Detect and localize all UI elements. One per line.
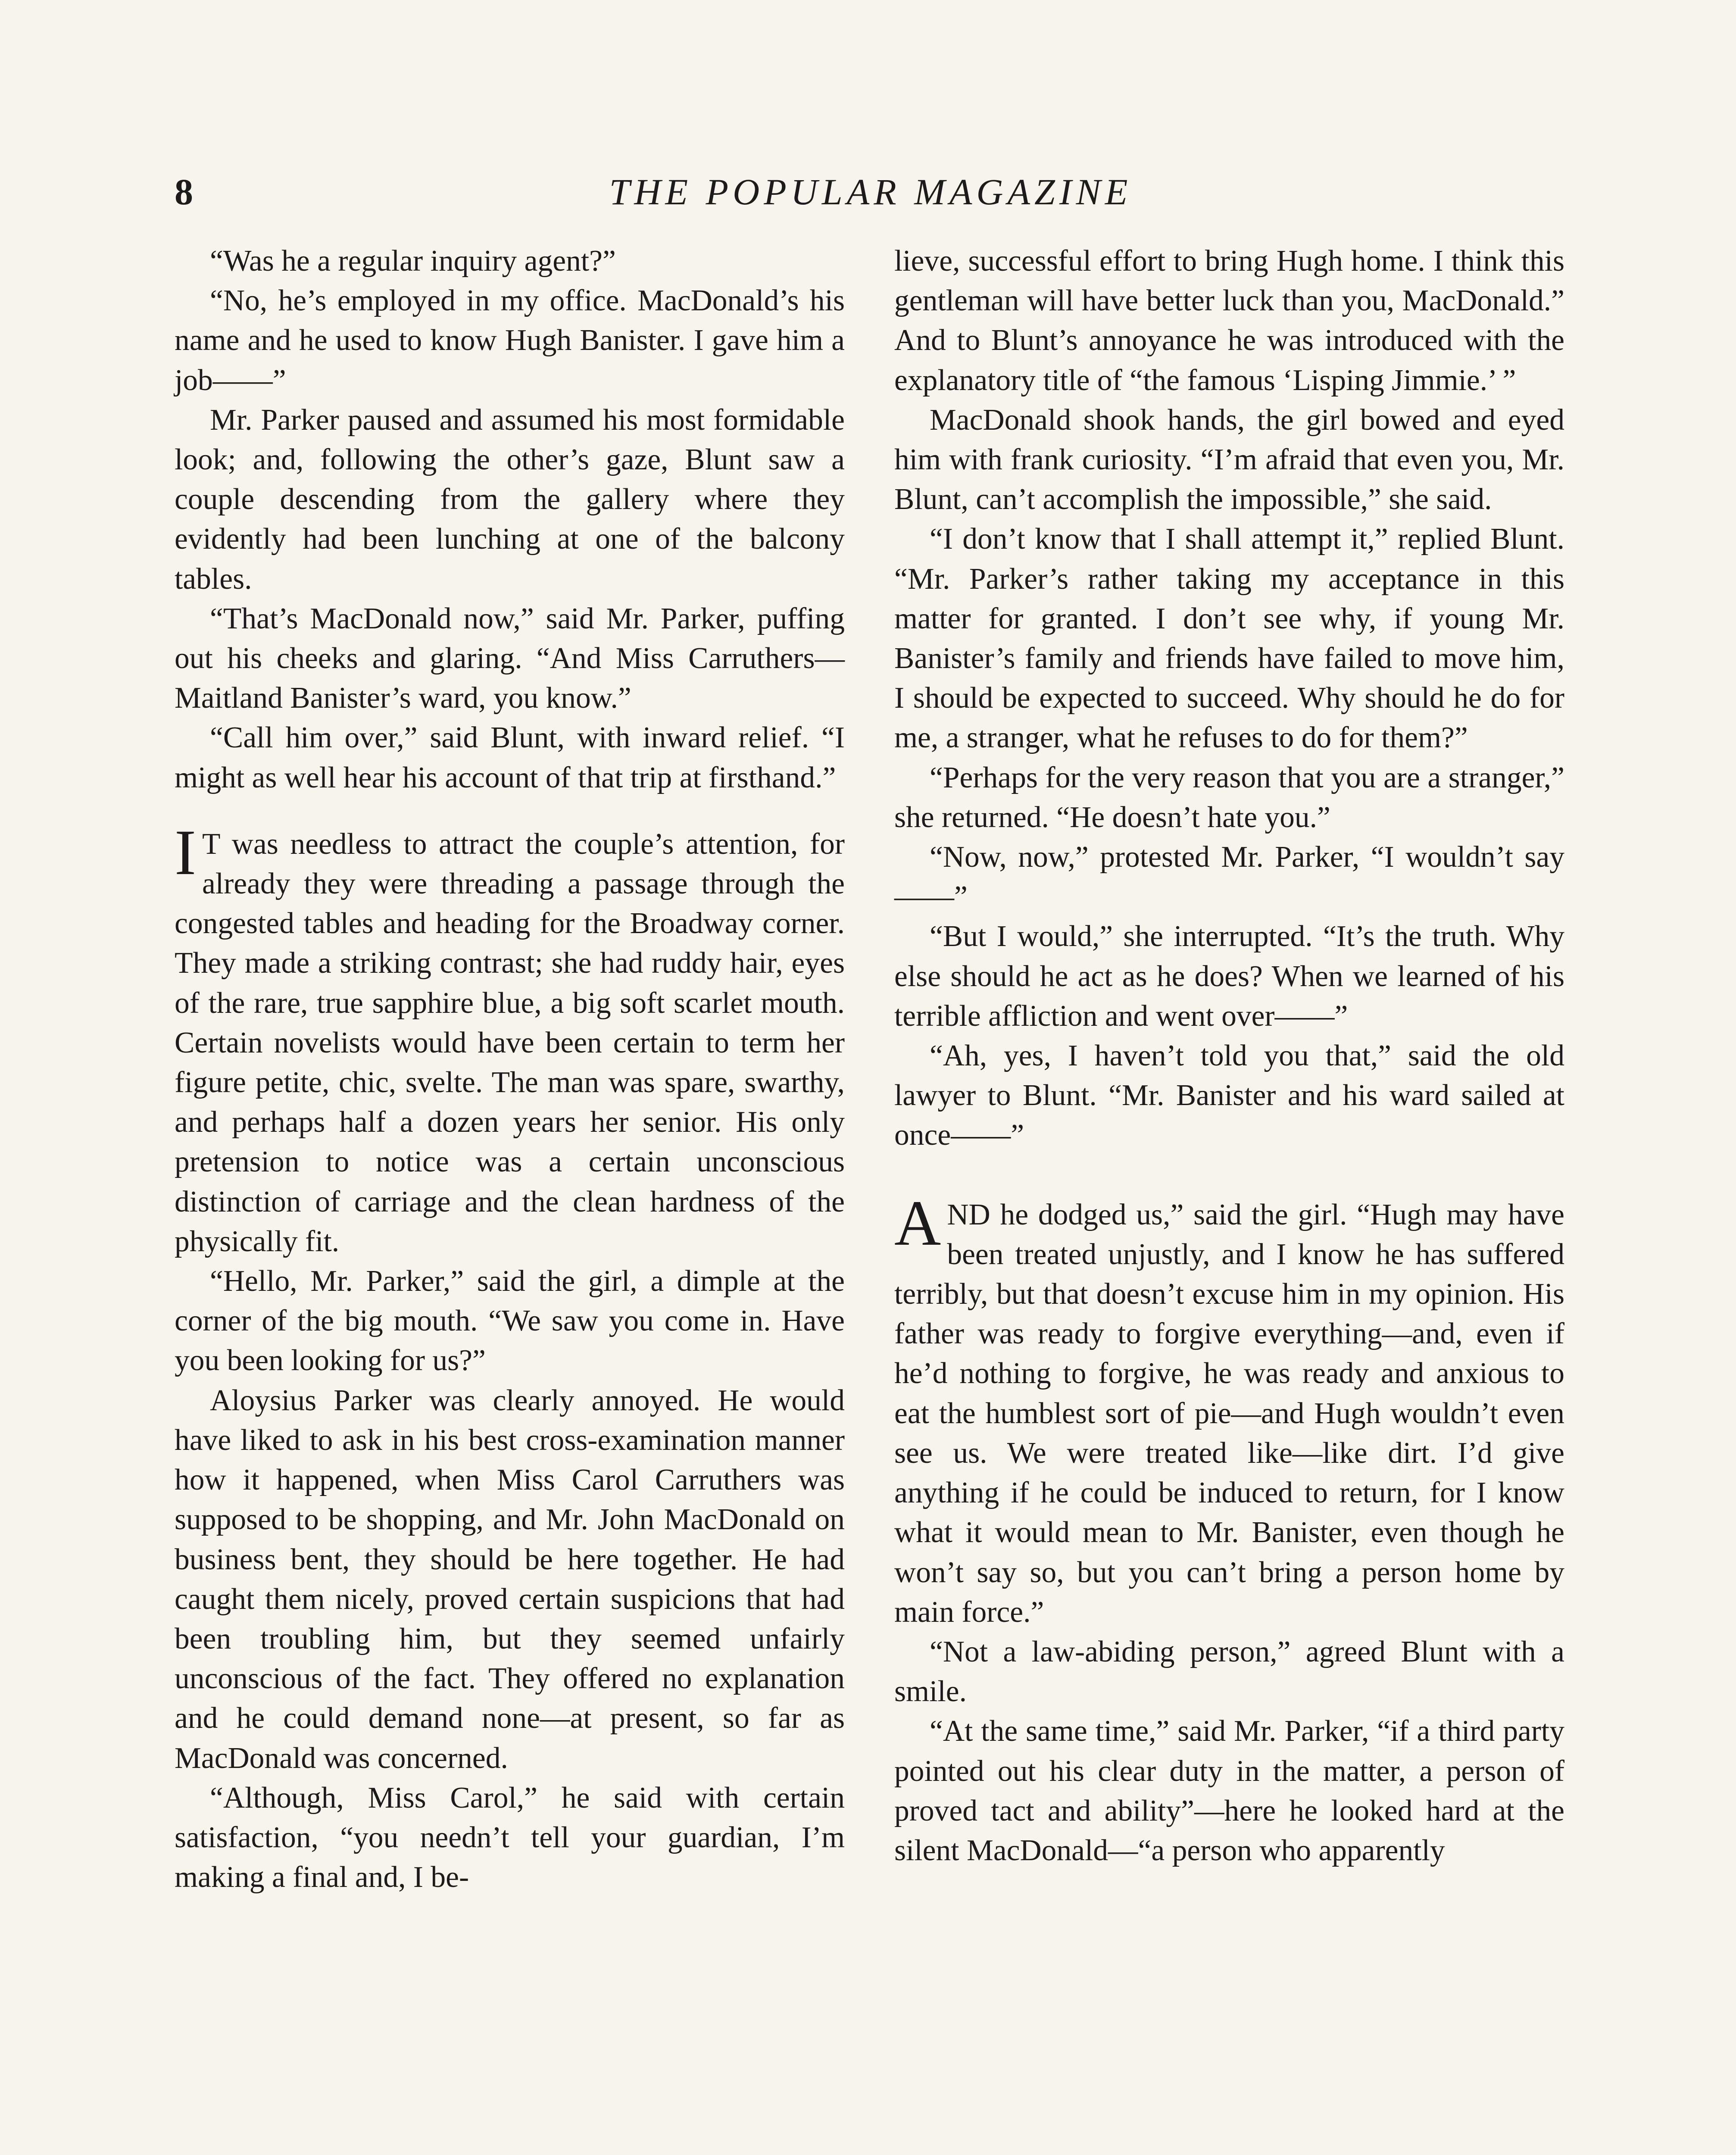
paragraph: Mr. Parker paused and assumed his most formidable look; and, following the other’s gaze, Blunt saw a couple descending from the gallery where they evidently had been lunching at one of the balcony tables.: [175, 403, 845, 596]
paragraph: “At the same time,” said Mr. Parker, “if a third party pointed out his clear duty in the matter, a person of proved tact and ability”—here he looked hard at the silent MacDonald—“a person who apparently: [894, 1715, 1564, 1867]
paragraph: “I don’t know that I shall attempt it,” replied Blunt. “Mr. Parker’s rather taking my acceptance in this matter for granted. I don’t see why, if young Mr. Banister’s family and friends have failed to move him, I should be expected to succeed. Why should he do for me, a stranger, what he refuses to do for them?”: [894, 522, 1564, 755]
paragraph-text: ND he dodged us,” said the girl. “Hugh may have been treated unjustly, and I know he has suffered terribly, but that doesn’t excuse him in my opinion. His father was ready to forgive everything—and, even if he’d nothing to forgive, he was ready and anxious to eat the humblest sort of pie—and Hugh wouldn’t even see us. We were treated like—like dirt. I’d give anything if he could be induced to return, for I know what it would mean to Mr. Banister, even though he won’t say so, but you can’t bring a person home by main force.”: [894, 1198, 1564, 1629]
paragraph: “No, he’s employed in my office. MacDonald’s his name and he used to know Hugh Banister. I gave him a job——”: [175, 284, 845, 397]
page-number: 8: [175, 171, 194, 212]
paragraph: MacDonald shook hands, the girl bowed and eyed him with frank curiosity. “I’m afraid that even you, Mr. Blunt, can’t accomplish the impossible,” she said.: [894, 403, 1564, 516]
section-opening-paragraph: [175, 816, 845, 1262]
paragraph-text: T was needless to attract the couple’s attention, for already they were threading a passage through the congested tables and heading for the Broadway corner. They made a striking contrast; she had ruddy hair, eyes of the rare, true sapphire blue, a big soft scarlet mouth. Certain novelists would have been certain to term her figure petite, chic, svelte. The man was spare, swarthy, and perhaps half a dozen years her senior. His only pretension to notice was a certain unconscious distinction of carriage and the clean hardness of the physically fit.: [175, 827, 845, 1258]
paragraph: “Hello, Mr. Parker,” said the girl, a dimple at the corner of the big mouth. “We saw you come in. Have you been looking for us?”: [175, 1265, 845, 1377]
paragraph: “Perhaps for the very reason that you are a stranger,” she returned. “He doesn’t hate you.”: [894, 761, 1564, 834]
paragraph: “Although, Miss Carol,” he said with certain satisfaction, “you needn’t tell your guardian, I’m making a final and, I be-: [175, 1781, 845, 1894]
paragraph: Aloysius Parker was clearly annoyed. He would have liked to ask in his best cross-examination manner how it happened, when Miss Carol Carruthers was supposed to be shopping, and Mr. John MacDonald on business bent, they should be here together. He had caught them nicely, proved certain suspicions that had been troubling him, but they seemed unfairly unconscious of the fact. They offered no explanation and he could demand none—at present, so far as MacDonald was concerned.: [175, 1384, 845, 1775]
paragraph: “Was he a regular inquiry agent?”: [210, 244, 616, 278]
page-header: [175, 170, 1567, 226]
paragraph: “Now, now,” protested Mr. Parker, “I wouldn’t say——”: [894, 840, 1564, 914]
paragraph: “Ah, yes, I haven’t told you that,” said the old lawyer to Blunt. “Mr. Banister and his ward sailed at once——”: [894, 1039, 1564, 1152]
paragraph: “That’s MacDonald now,” said Mr. Parker, puffing out his cheeks and glaring. “And Miss Carruthers—Maitland Banister’s ward, you know.”: [175, 602, 845, 715]
paragraph: “Call him over,” said Blunt, with inward relief. “I might as well hear his account of that trip at firsthand.”: [175, 721, 845, 794]
section-opening-paragraph: [894, 1187, 1564, 1632]
drop-cap: A: [894, 1187, 941, 1259]
paragraph-continued: lieve, successful effort to bring Hugh home. I think this gentleman will have better luck than you, MacDonald.” And to Blunt’s annoyance he was introduced with the explanatory title of “the famous ‘Lisping Jimmie.’ ”: [894, 244, 1564, 397]
left-column: [175, 241, 845, 1897]
right-column: [894, 241, 1564, 1871]
paragraph: “Not a law-abiding person,” agreed Blunt with a smile.: [894, 1635, 1564, 1708]
running-title: THE POPULAR MAGAZINE: [609, 171, 1132, 212]
drop-cap: I: [175, 816, 196, 888]
paragraph: “But I would,” she interrupted. “It’s the truth. Why else should he act as he does? When we learned of his terrible affliction and went over——”: [894, 920, 1564, 1033]
